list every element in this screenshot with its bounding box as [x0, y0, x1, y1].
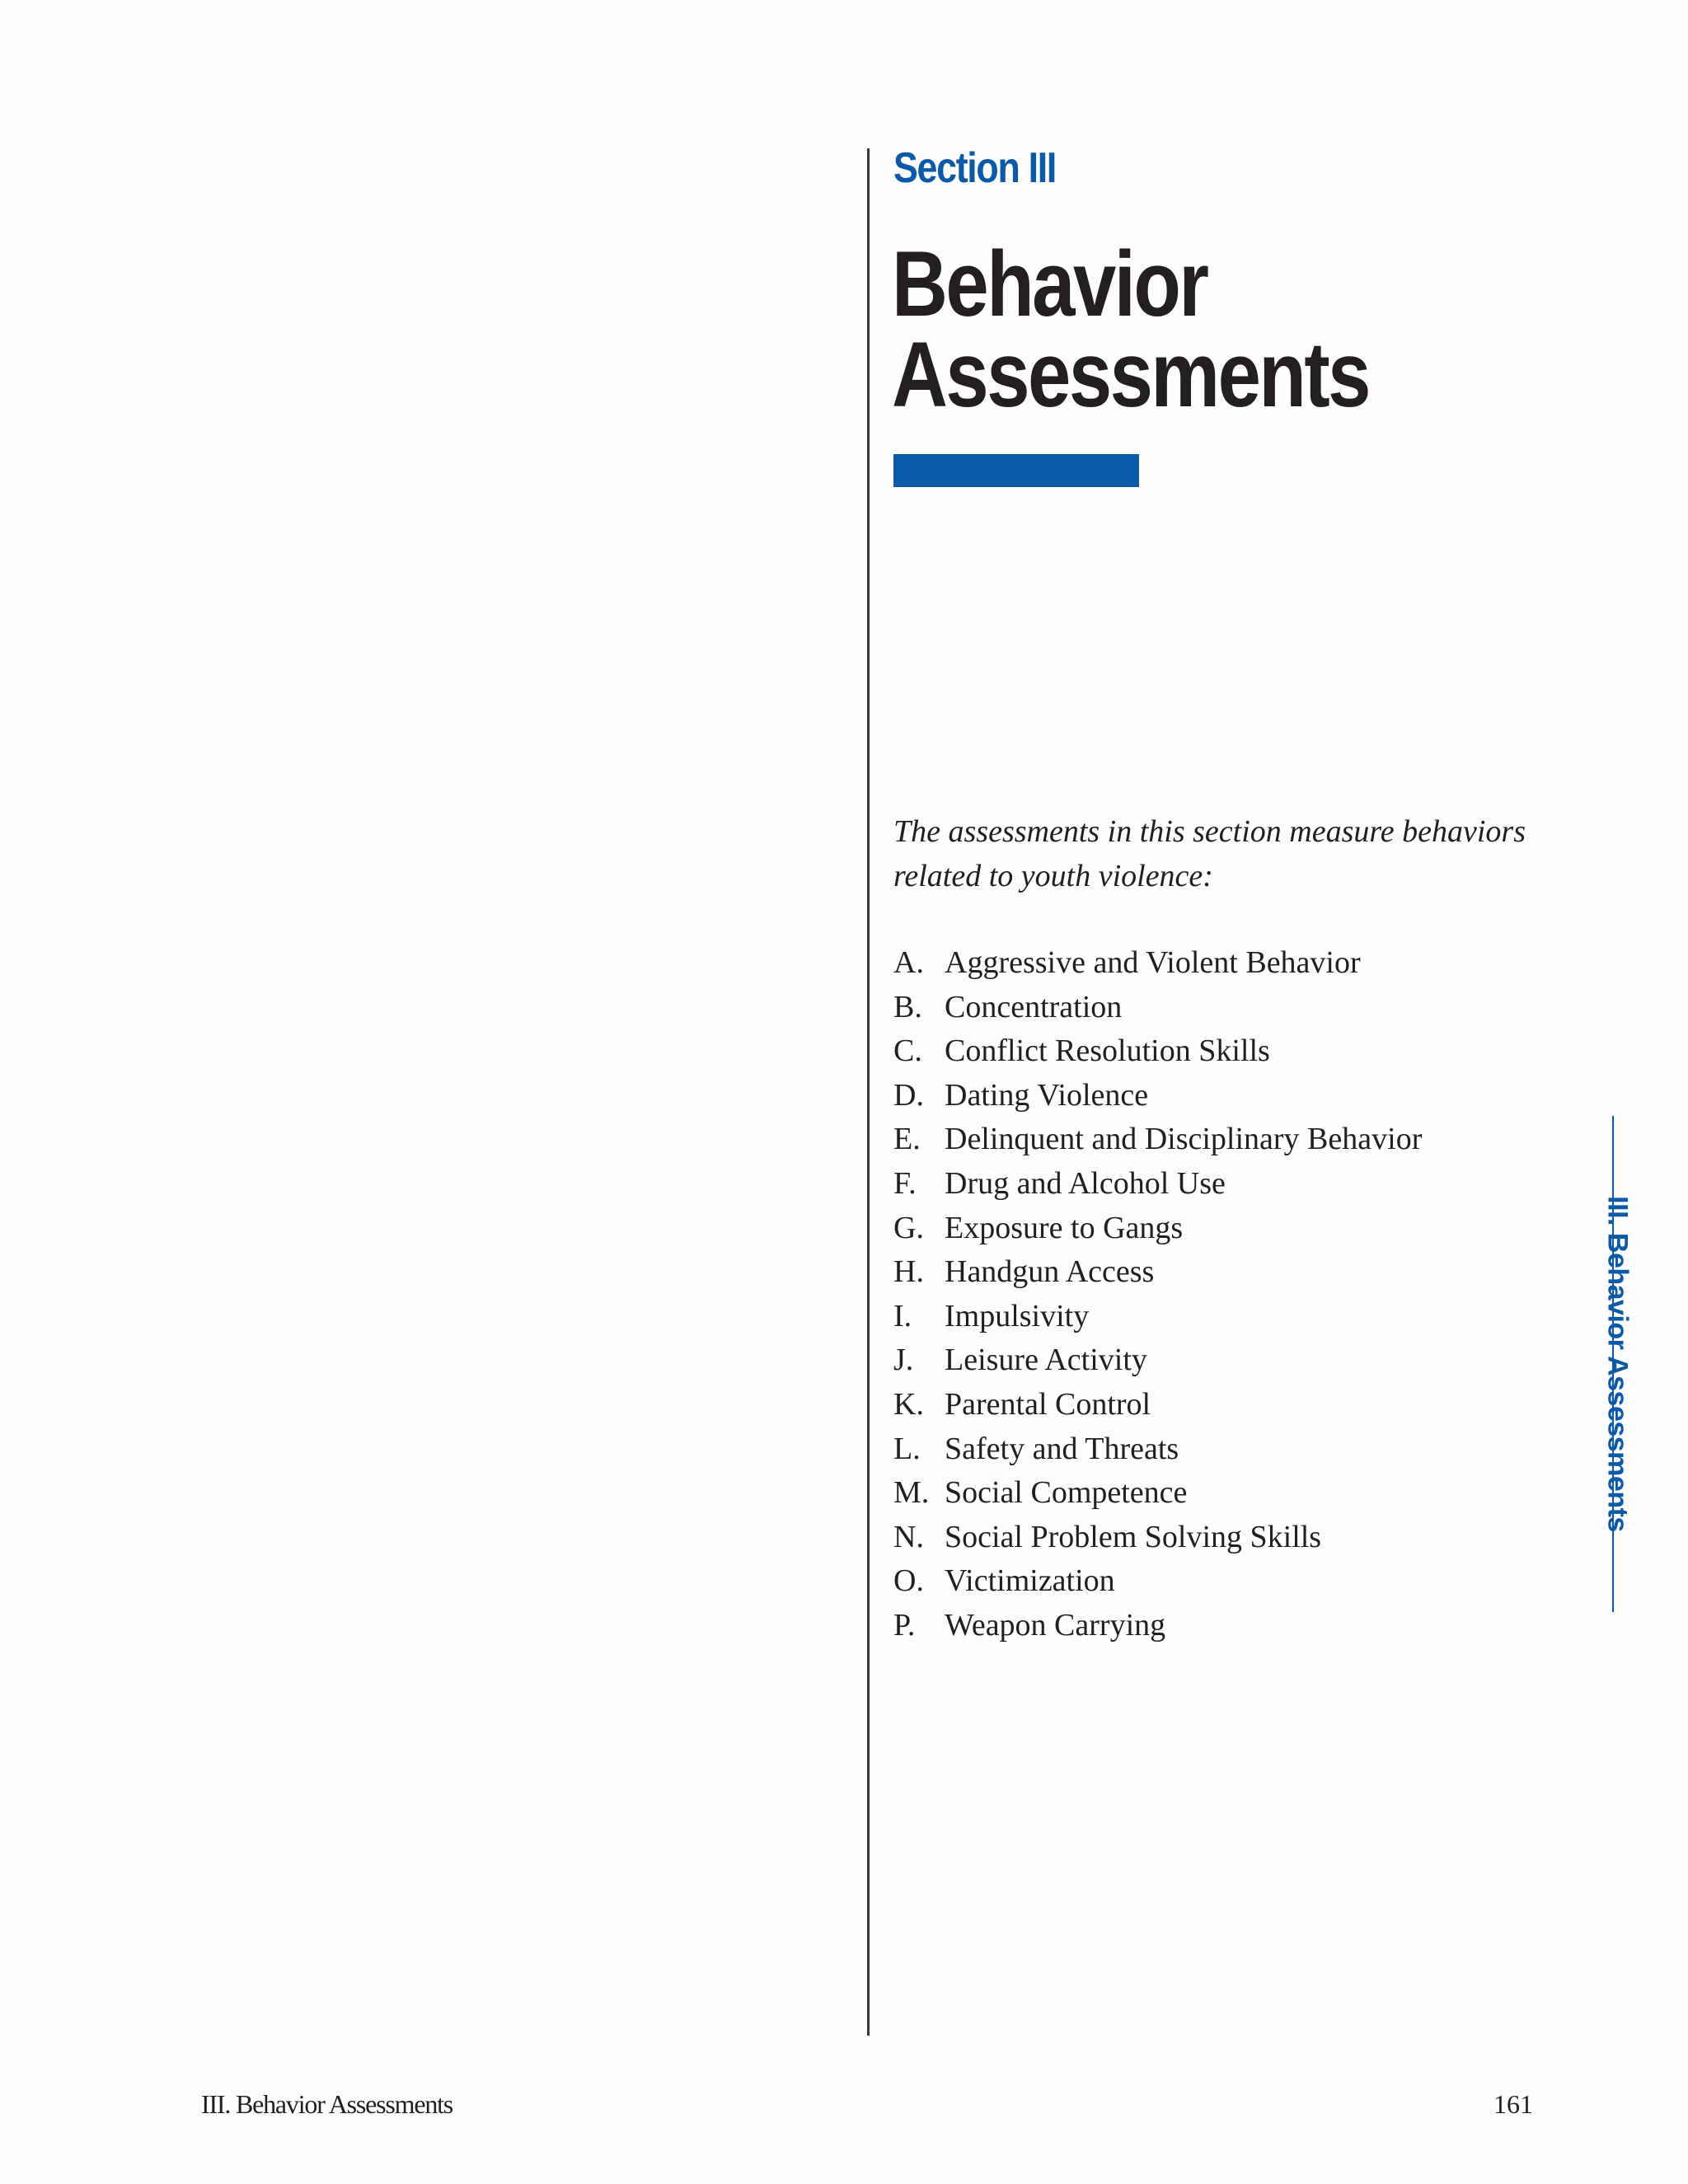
- list-item: [893, 941, 1422, 986]
- vertical-divider: [867, 148, 870, 2036]
- list-item: [893, 1471, 1422, 1516]
- list-item: [893, 1338, 1422, 1383]
- list-item: [893, 986, 1422, 1030]
- list-item-title: Delinquent and Disciplinary Behavior: [945, 1122, 1423, 1157]
- list-item-letter: L.: [893, 1431, 921, 1466]
- list-item-title: Aggressive and Violent Behavior: [945, 945, 1361, 980]
- intro-text: The assessments in this section measure behaviors related to youth violence:: [893, 814, 1526, 893]
- list-item-title: Social Competence: [945, 1475, 1188, 1511]
- page-number: 161: [1493, 2089, 1533, 2119]
- list-item-letter: J.: [893, 1343, 914, 1378]
- page-title: [892, 232, 1369, 426]
- list-item: [893, 1074, 1422, 1118]
- list-item: [893, 1516, 1422, 1560]
- list-item-letter: F.: [893, 1165, 917, 1201]
- list-item: [893, 1250, 1422, 1295]
- list-item: [893, 1427, 1422, 1472]
- list-item: [893, 1207, 1422, 1251]
- list-item: [893, 1118, 1422, 1162]
- page-title-line-1: Behavior: [892, 232, 1207, 335]
- list-item-letter: N.: [893, 1519, 924, 1554]
- list-item-title: Conflict Resolution Skills: [945, 1033, 1270, 1069]
- list-item-letter: A.: [893, 945, 924, 980]
- list-item: [893, 1295, 1422, 1339]
- list-item-letter: M.: [893, 1475, 930, 1511]
- section-label: Section III: [893, 144, 1057, 192]
- list-item-title: Weapon Carrying: [945, 1607, 1166, 1643]
- list-item-title: Handgun Access: [945, 1254, 1155, 1290]
- list-item: [893, 1162, 1422, 1207]
- side-tab-label: III. Behavior Assessments: [1601, 1196, 1634, 1532]
- list-item-letter: O.: [893, 1563, 924, 1599]
- list-item: [893, 1604, 1422, 1648]
- list-item-letter: K.: [893, 1386, 924, 1422]
- assessment-list: [893, 941, 1422, 1648]
- list-item-letter: P.: [893, 1607, 916, 1643]
- list-item-letter: I.: [893, 1298, 912, 1333]
- list-item: [893, 1383, 1422, 1427]
- list-item-letter: B.: [893, 989, 922, 1024]
- list-item-title: Concentration: [945, 989, 1123, 1024]
- list-item-title: Dating Violence: [945, 1077, 1149, 1113]
- list-item-letter: D.: [893, 1077, 924, 1113]
- list-item-title: Exposure to Gangs: [945, 1210, 1184, 1245]
- list-item: [893, 1559, 1422, 1604]
- list-item-letter: E.: [893, 1122, 921, 1157]
- list-item-title: Impulsivity: [945, 1298, 1090, 1333]
- list-item-title: Social Problem Solving Skills: [945, 1519, 1322, 1554]
- list-item-title: Drug and Alcohol Use: [945, 1165, 1226, 1201]
- list-item: [893, 1029, 1422, 1074]
- list-item-title: Leisure Activity: [945, 1343, 1147, 1378]
- list-item-letter: G.: [893, 1210, 924, 1245]
- list-item-letter: C.: [893, 1033, 922, 1069]
- title-accent-bar: [893, 454, 1139, 487]
- footer-running-title: III. Behavior Assessments: [201, 2089, 453, 2119]
- list-item-letter: H.: [893, 1254, 924, 1290]
- list-item-title: Safety and Threats: [945, 1431, 1179, 1466]
- page-title-line-2: Assessments: [892, 323, 1369, 426]
- list-item-title: Victimization: [945, 1563, 1115, 1599]
- list-item-title: Parental Control: [945, 1386, 1151, 1422]
